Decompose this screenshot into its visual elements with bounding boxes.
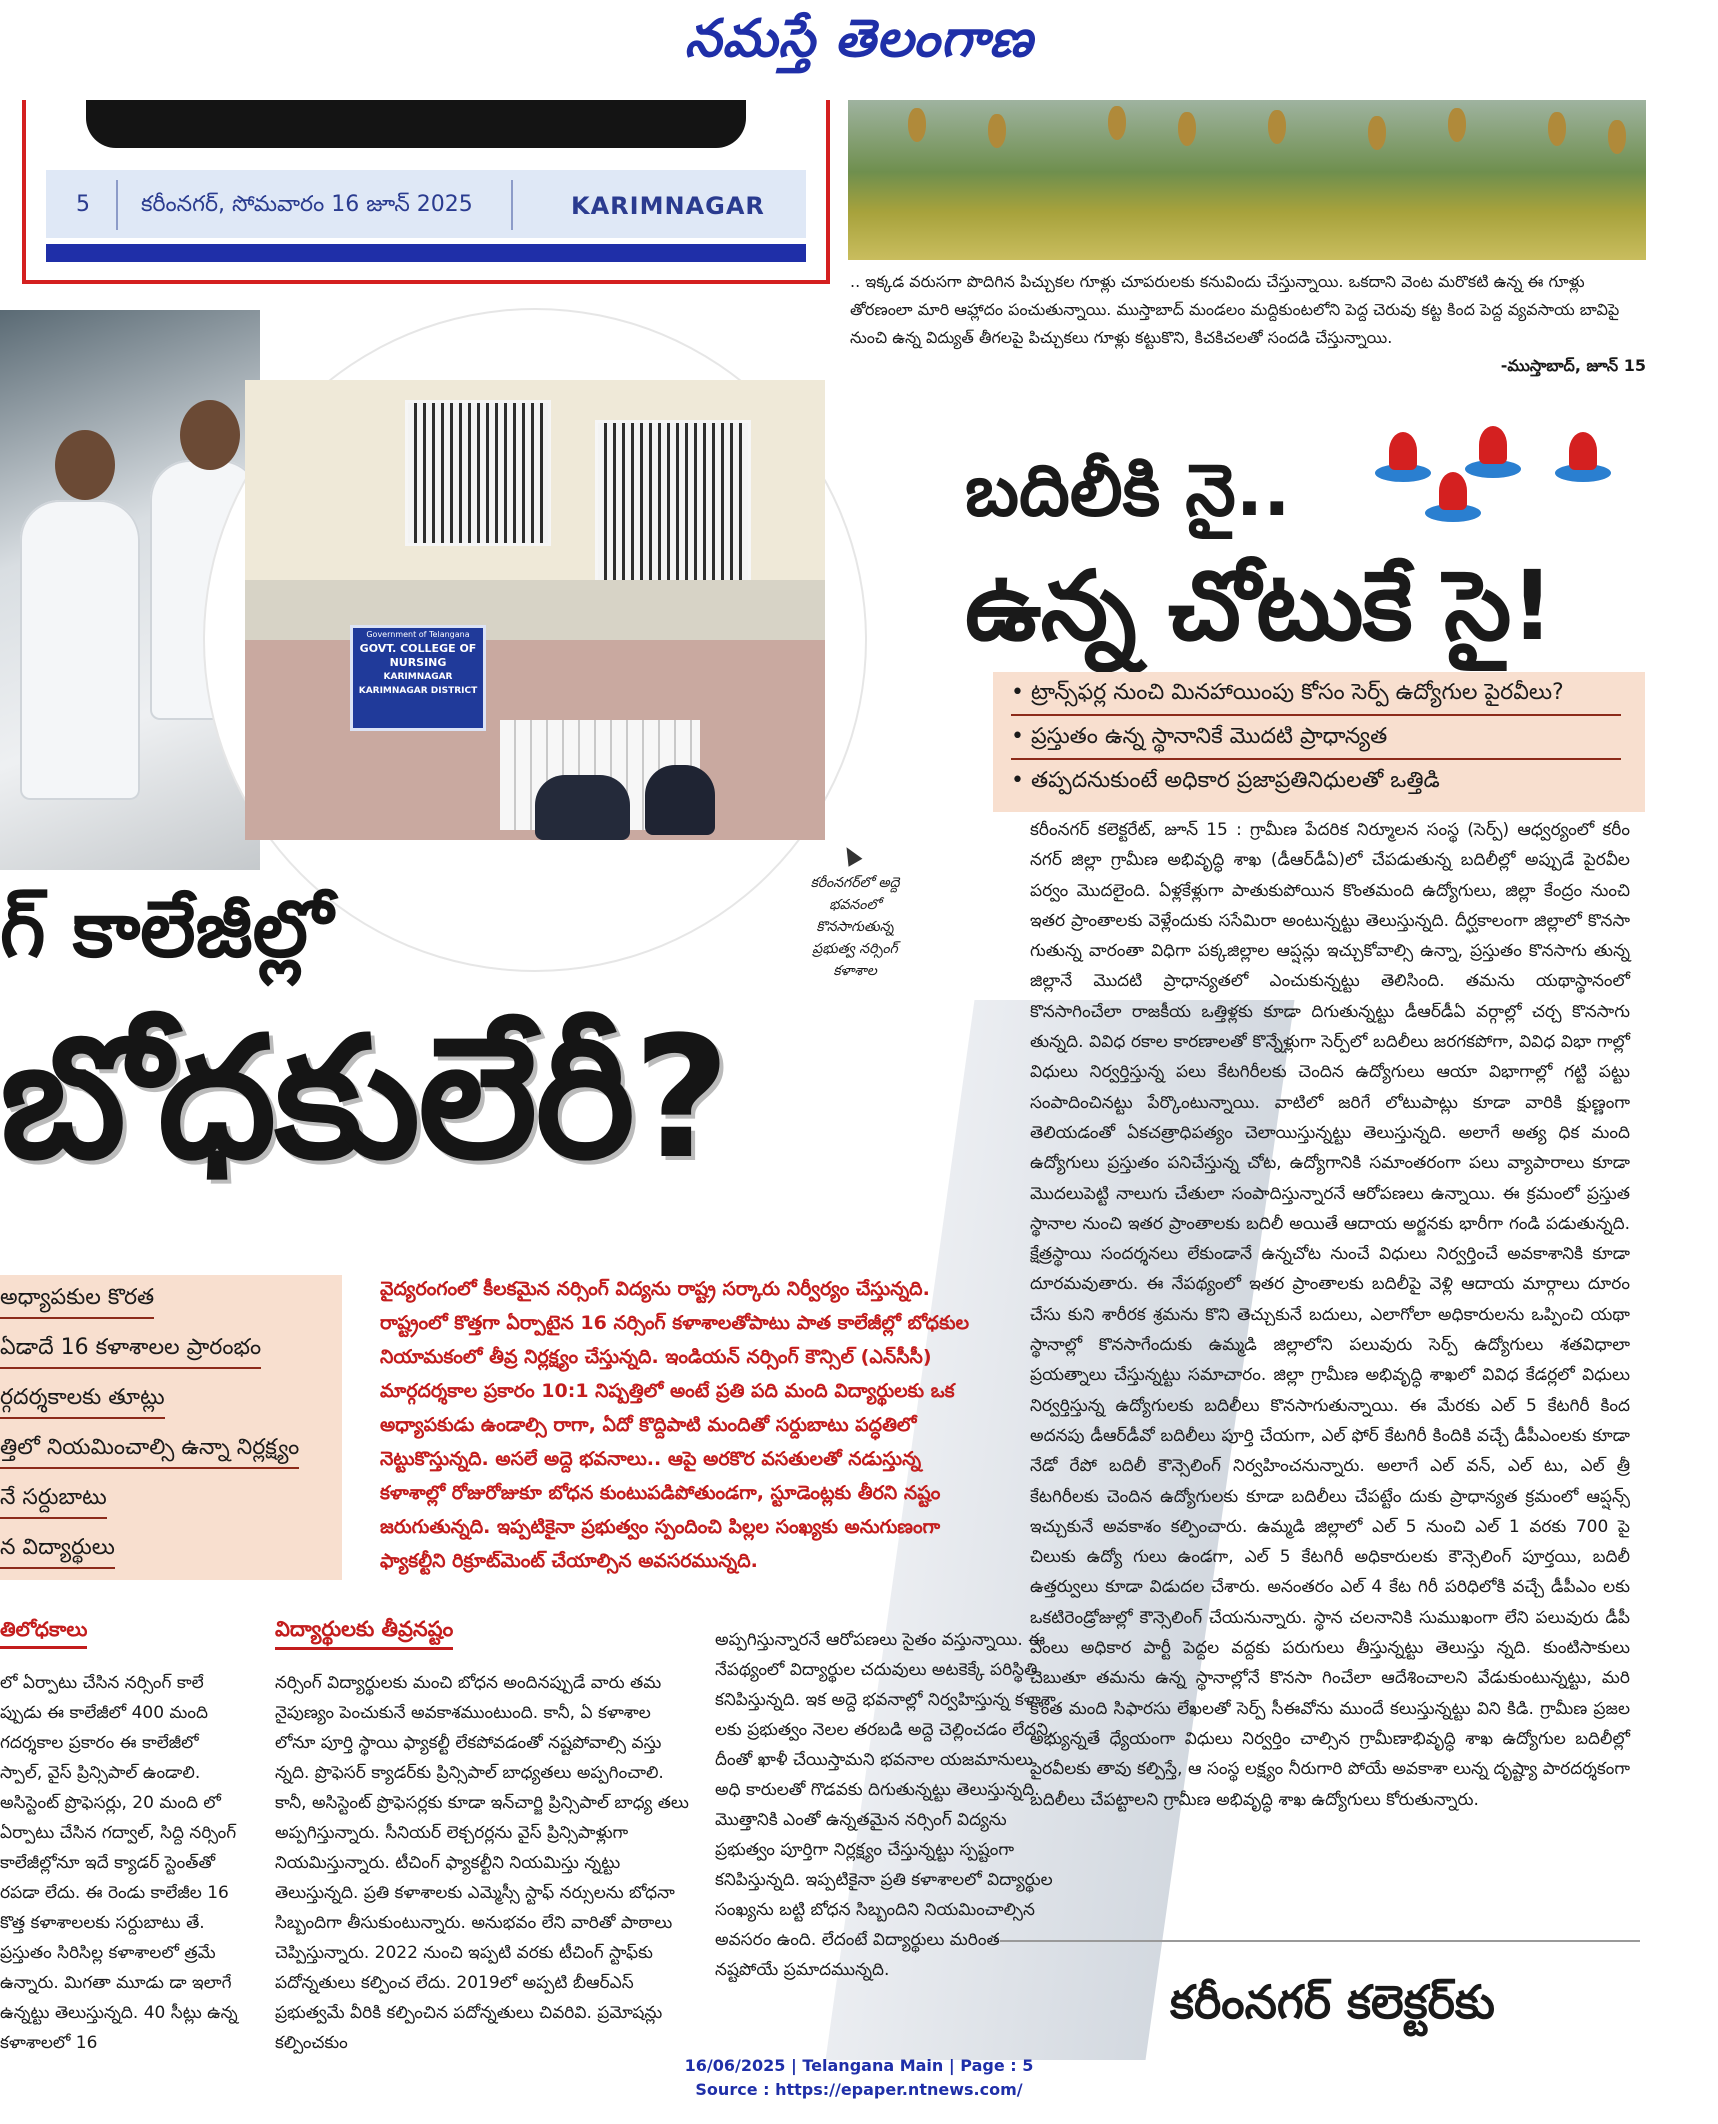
section-banner-graphic	[86, 100, 746, 148]
sign-line: KARIMNAGAR DISTRICT	[358, 686, 478, 696]
key-point: • ట్రాన్స్‌ఫర్ల నుంచి మినహాయింపు కోసం సెర్ప్ ఉద్యోగుల పైరవీలు?	[1011, 680, 1564, 705]
key-point-text: తప్పదనుకుంటే అధికార ప్రజాప్రతినిధులతో ఒత్తిడి	[1030, 768, 1440, 793]
key-point: • తప్పదనుకుంటే అధికార ప్రజాప్రతినిధులతో ఒత్తిడి	[1011, 768, 1440, 793]
masthead	[0, 0, 1718, 95]
sign-line: GOVT. COLLEGE OF	[359, 642, 477, 655]
headline-line2: ఉన్న చోటుకే సై!	[965, 550, 1554, 662]
subheading: తిలోధకాలు	[0, 1617, 87, 1649]
nest-shape	[1548, 112, 1566, 146]
sign-line: KARIMNAGAR	[383, 672, 453, 682]
nest-shape	[988, 114, 1006, 148]
highlight-item: న విద్యార్థులు	[0, 1535, 115, 1569]
divider	[1000, 1940, 1640, 1942]
scooter	[645, 765, 715, 835]
key-point-text: ప్రస్తుతం ఉన్న స్థానానికే మొదటి ప్రాధాన్యత	[1030, 724, 1388, 749]
nest-shape	[1448, 108, 1466, 142]
subheading: విద్యార్థులకు తీవ్రనష్టం	[275, 1617, 453, 1650]
photo-caption: కరీంనగర్‌లో అద్దె భవనంలో కొనసాగుతున్న ప్రభుత్వ నర్సింగ్ కళాశాల	[810, 875, 900, 979]
page-number: 5	[76, 192, 90, 217]
edition-name: KARIMNAGAR	[571, 192, 765, 220]
headline-line1: బదిలీకి నై..	[965, 448, 1291, 532]
student-figure	[20, 500, 140, 800]
key-points-box	[993, 672, 1645, 812]
nest-shape	[1368, 116, 1386, 150]
person-icon	[1569, 432, 1597, 470]
highlight-item: నే సర్దుబాటు	[0, 1485, 107, 1519]
key-point: • ప్రస్తుతం ఉన్న స్థానానికే మొదటి ప్రాధాన్యత	[1011, 724, 1388, 749]
body-column: లో ఏర్పాటు చేసిన నర్సింగ్ కాలే ప్పుడు ఈ కాలేజీలో 400 మంది గదర్శకాల ప్రకారం ఈ కాలేజీలో స్పాల్, వైస్ ప్రిన్సిపాల్ ఉండాలి. అసిస్టెంట్ ప్రొఫెసర్లు, 20 మంది లో ఏర్పాటు చేసిన గద్వాల్, సిద్ది నర్సింగ్ కాలేజీల్లోనూ ఇదే క్యాడర్ స్టెంత్‌తో రపడా లేదు. ఈ రెండు కాలేజీల 16 కొత్త కళాశాలలకు సర్దుబాటు తే. ప్రస్తుతం సిరిసిల్ల కళాశాలలో త్రమే ఉన్నారు. మిగతా మూడు డా ఇలాగే ఉన్నట్టు తెలుస్తున్నది. 40 సీట్లు ఉన్న కళాశాలలో 16	[0, 1673, 238, 2053]
building-facade	[245, 380, 825, 840]
sign-line: Government of Telangana	[366, 630, 470, 639]
college-building-photo	[205, 310, 865, 970]
story-body: కరీంనగర్ కలెక్టరేట్, జూన్ 15 : గ్రామీణ పేదరిక నిర్మూలన సంస్థ (సెర్ప్) ఆధ్వర్యంలో కరీం నగర్ జిల్లా గ్రామీణ అభివృద్ధి శాఖ (డీఆర్‌డీఏ)లో చేపడుతున్న బదిలీల్లో అప్పుడే పైరవీల పర్వం మొదలైంది. ఏళ్లకేళ్లుగా పాతుకుపోయిన కొంతమంది ఉద్యోగులు, జిల్లా కేంద్రం నుంచి ఇతర ప్రాంతాలకు వెళ్లేందుకు ససేమిరా అంటున్నట్టు తెలుస్తున్నది. దీర్ఘకాలంగా జిల్లాలో కొనసా గుతున్న వారంతా విధిగా పక్కజిల్లాల ఆప్షన్లు ఇచ్చుకోవాల్సి ఉన్నా, ప్రస్తుతం కొనసాగు తున్న జిల్లానే మొదటి ప్రాధాన్యతలో ఎంచుకున్నట్టు తెలిసింది. తమను యథాస్థానంలో కొనసాగించేలా రాజకీయ ఒత్తిళ్లకు కూడా దిగుతున్నట్టు డీఆర్‌డీఏ వర్గాల్లో చర్చ కొనసాగు తున్నది. వివిధ రకాల కారణాలతో కొన్నేళ్లుగా సెర్ప్‌లో బదిలీలు జరగకపోగా, వివిధ విభా గాల్లో విధులు నిర్వర్తిస్తున్న పలు కేటగిరీలకు చెందిన ఉద్యోగులు ఆయా విభాగాల్లో గట్టి పట్టు సంపాదించినట్టు పేర్కొంటున్నాయి. వాటిలో జరిగే లోటుపాట్లు కూడా వారికి క్షుణ్ణంగా తెలియడంతో ఏకచత్రాధిపత్యం చెలాయిస్తున్నట్టు తెలుస్తున్నది. అలాగే అత్య ధిక మంది ఉద్యోగులు ప్రస్తుతం పనిచేస్తున్న చోట, ఉద్యోగానికి సమాంతరంగా పలు వ్యాపారాలు కూడా మొదలుపెట్టి నాలుగు చేతులా సంపాదిస్తున్నారనే ఆరోపణలు ఉన్నాయి. ఈ క్రమంలో ప్రస్తుత స్థానాల నుంచి ఇతర ప్రాంతాలకు బదిలీ అయితే ఆదాయ అర్జనకు భారీగా గండి పడుతున్నది. క్షేత్రస్థాయి సందర్శనలు లేకుండానే ఉన్నచోట నుంచే విధులు నిర్వర్తించే అవకాశానికి కూడా దూరమవుతారు. ఈ నేపథ్యంలో ఇతర ప్రాంతాలకు బదిలీపై వెళ్లి ఆదాయ మార్గాలు దూరం చేసు కుని శారీరక శ్రమను కొని తెచ్చుకునే బదులు, ఎలాగోలా అధికారులను ఒప్పించి యథా స్థానాల్లో కొనసాగేందుకు ఉమ్మడి జిల్లాలోని పలువురు సెర్ప్ ఉద్యోగులు శతవిధాలా ప్రయత్నాలు చేస్తున్నట్టు సమాచారం. జిల్లా గ్రామీణ అభివృద్ధి శాఖలో వివిధ కేడర్లలో విధులు నిర్వర్తిస్తున్న ఉద్యోగులకు బదిలీలు కొనసాగుతున్నాయి. ఈ మేరకు ఎల్ 5 కేటగిరీ కింద అదనపు డీఆర్‌డీవో బదిలీలు పూర్తి చేయగా, ఎల్ ఫోర్ కేటగిరీ కిందికి వచ్చే డీపీఎంలకు కూడా నేడో రేపో బదిలీ కౌన్సెలింగ్ నిర్వహించనున్నారు. అలాగే ఎల్ వన్, ఎల్ టు, ఎల్ త్రీ కేటగిరీలకు చెందిన ఉద్యోగులకు కూడా బదిలీలు చేపట్టేం దుకు ప్రాధాన్యత క్రమంలో ఆప్షన్స్ ఇచ్చుకునే అవకాశం కల్పించారు. ఉమ్మడి జిల్లాలో ఎల్ 5 నుంచి ఎల్ 1 వరకు 700 పై చిలుకు ఉద్యో గులు ఉండగా, ఎల్ 5 కేటగిరీ అధికారులకు కౌన్సెలింగ్ పూర్తయి, బదిలీ ఉత్తర్వులు కూడా విడుదల చేశారు. అనంతరం ఎల్ 4 కేట గిరీ పరిధిలోకి వచ్చే డీపీఎం లకు ఒకటిరెండ్రోజుల్లో కౌన్సెలింగ్ చేయనున్నారు. స్థాన చలనానికి సుముఖంగా లేని పలువురు డీపీ ఎంలు అధికార పార్టీ పెద్దల వద్దకు పరుగులు తీస్తున్నట్టు తెలుస్తు న్నది. కుంటిసాకులు చెబుతూ తమను ఉన్న స్థానాల్లోనే కొనసా గించేలా ఆదేశించాలని వేడుకుంటున్నట్టు, మరి కొంత మంది సిఫారసు లేఖలతో సెర్ప్ సీఈవోను ముందే కలుస్తున్నట్టు విని కిడి. గ్రామీణ ప్రజల అభ్యున్నతే ధ్యేయంగా విధులు నిర్వర్తిం చాల్సిన గ్రామీణాభివృద్ధి శాఖ ఉద్యోగుల బదిలీల్లో పైరవీలకు తావు కల్పిస్తే, ఆ సంస్థ లక్ష్యం నీరుగారి పోయే అవకాశా లున్న దృష్ట్యా పారదర్శకంగా బదిలీలు చేపట్టాలని గ్రామీణ అభివృద్ధి శాఖ ఉద్యోగులు కోరుతున్నారు.	[1030, 820, 1630, 1810]
student-head	[180, 400, 240, 470]
nest-shape	[908, 108, 926, 142]
highlights-box	[0, 1275, 342, 1580]
story-intro: వైద్యరంగంలో కీలకమైన నర్సింగ్ విద్యను రాష్ట్ర సర్కారు నిర్వీర్యం చేస్తున్నది. రాష్ట్రంలో కొత్తగా ఏర్పాటైన 16 నర్సింగ్ కళాశాలతోపాటు పాత కాలేజీల్లో బోధకుల నియామకంలో తీవ్ర నిర్లక్ష్యం చేస్తున్నది. ఇండియన్ నర్సింగ్ కౌన్సిల్ (ఎన్‌సీసీ) మార్గదర్శకాల ప్రకారం 10:1 నిష్పత్తిలో అంటే ప్రతి పది మంది విద్యార్థులకు ఒక అధ్యాపకుడు ఉండాల్సి రాగా, ఏదో కొద్దిపాటి మందితో సర్దుబాటు పద్ధతిలో నెట్టుకొస్తున్నది. అసలే అద్దె భవనాలు.. ఆపై అరకొర వసతులతో నడుస్తున్న కళాశాల్లో రోజురోజుకూ బోధన కుంటుపడిపోతుండగా, స్టూడెంట్లకు తీరని నష్టం జరుగుతున్నది. ఇప్పటికైనా ప్రభుత్వం స్పందించి పిల్లల సంఖ్యకు అనుగుణంగా ఫ్యాకల్టీని రిక్రూట్‌మెంట్ చేయాల్సిన అవసరమున్నది.	[380, 1278, 970, 1572]
body-column: నర్సింగ్ విద్యార్థులకు మంచి బోధన అందినప్పుడే వారు తమ నైపుణ్యం పెంచుకునే అవకాశముంటుంది. కానీ, ఏ కళాశాల లోనూ పూర్తి స్థాయి ఫ్యాకల్టీ లేకపోవడంతో నష్టపోవాల్సి వస్తు న్నది. ప్రొఫెసర్ క్యాడర్‌కు ప్రిన్సిపాల్ బాధ్యతలు అప్పగించాలి. కానీ, అసిస్టెంట్ ప్రొఫెసర్లకు కూడా ఇన్‌చార్జి ప్రిన్సిపాల్ బాధ్య తలు అప్పగిస్తున్నారు. సీనియర్ లెక్చరర్లను వైస్ ప్రిన్సిపాళ్లుగా నియమిస్తున్నారు. టీచింగ్ ఫ్యాకల్టీని నియమిస్తు న్నట్టు తెలుస్తున్నది. ప్రతి కళాశాలకు ఎమ్మెస్సీ స్టాఫ్ నర్సులను బోధనా సిబ్బందిగా తీసుకుంటున్నారు. అనుభవం లేని వారితో పాఠాలు చెప్పిస్తున్నారు. 2022 నుంచి ఇప్పటి వరకు టీచింగ్ స్టాఫ్‌కు పదోన్నతులు కల్పించ లేదు. 2019లో అప్పటి బీఆర్‌ఎస్ ప్రభుత్వమే వీరికి కల్పించిన పదోన్నతులు చివరివి. ప్రమోషన్లు కల్పించకుం	[275, 1673, 689, 2053]
highlight-item: ర్గదర్శకాలకు తూట్లు	[0, 1385, 165, 1419]
dateline-credit: -ముస్తాబాద్, జూన్ 15	[1500, 356, 1646, 375]
highlight-item: ఏడాదే 16 కళాశాలల ప్రారంభం	[0, 1335, 261, 1369]
nest-shape	[1178, 112, 1196, 146]
window-grille	[595, 420, 751, 586]
nest-shape	[1268, 110, 1286, 144]
footer-source-link[interactable]: Source : https://epaper.ntnews.com/	[695, 2080, 1023, 2099]
student-head	[55, 430, 115, 500]
folio-date: కరీంనగర్, సోమవారం 16 జూన్ 2025	[141, 192, 473, 217]
highlight-item: త్తిలో నియమించాల్సి ఉన్నా నిర్లక్ష్యం	[0, 1435, 299, 1469]
divider	[1011, 714, 1621, 716]
body-column: అప్పగిస్తున్నారనే ఆరోపణలు సైతం వస్తున్నాయి. ఈ నేపథ్యంలో విద్యార్థుల చదువులు అటకెక్కే పరిస్థితి కనిపిస్తున్నది. ఇక అద్దె భవనాల్లో నిర్వహిస్తున్న కళాశా లకు ప్రభుత్వం నెలల తరబడి అద్దె చెల్లించడం లేదని, దీంతో ఖాళీ చేయిస్తామని భవనాల యజమానులు అధి కారులతో గొడవకు దిగుతున్నట్టు తెలుస్తున్నది. మొత్తానికి ఎంతో ఉన్నతమైన నర్సింగ్ విద్యను ప్రభుత్వం పూర్తిగా నిర్లక్ష్యం చేస్తున్నట్టు స్పష్టంగా కనిపిస్తున్నది. ఇప్పటికైనా ప్రతి కళాశాలలో విద్యార్థుల సంఖ్యను బట్టి బోధన సిబ్బందిని నియమించాల్సిన అవసరం ఉంది. లేదంటే విద్యార్థులు మరింత నష్టపోయే ప్రమాదమున్నది.	[715, 1630, 1056, 1980]
folio-rule	[46, 244, 806, 262]
folio-divider	[116, 180, 118, 230]
college-signboard	[350, 625, 486, 731]
key-point-text: ట్రాన్స్‌ఫర్ల నుంచి మినహాయింపు కోసం సెర్ప్ ఉద్యోగుల పైరవీలు?	[1030, 680, 1564, 705]
nest-shape	[1108, 106, 1126, 140]
sign-line: NURSING	[389, 656, 447, 669]
headline-line2: బోధకులేరీ?	[0, 1000, 729, 1196]
footer-edition-info: 16/06/2025 | Telangana Main | Page : 5	[684, 2056, 1034, 2075]
sparrow-nests-photo	[848, 100, 1646, 260]
folio-box	[22, 100, 830, 284]
scooter	[535, 775, 630, 840]
balcony	[245, 580, 825, 640]
divider	[1011, 758, 1621, 760]
next-story-headline: కరీంనగర్ కలెక్టర్‌కు	[1170, 1975, 1495, 2029]
cursor-icon	[840, 843, 863, 867]
photo-caption: .. ఇక్కడ వరుసగా పొదిగిన పిచ్చుకల గూళ్లు చూపరులకు కనువిందు చేస్తున్నాయి. ఒకదాని వెంట మరొకటి ఉన్న ఈ గూళ్లు తోరణంలా మారి ఆహ్లాదం పంచుతున్నాయి. ముస్తాబాద్ మండలం మద్దికుంటలోని పెద్ద చెరువు కట్ట కింద పెద్ద వ్యవసాయ బావిపై నుంచి ఉన్న విద్యుత్ తీగలపై పిచ్చుకలు గూళ్లు కట్టుకొని, కిచకిచలతో సందడి చేస్తున్నాయి.	[850, 272, 1620, 347]
headline-line1: గ్ కాలేజీల్లో	[0, 885, 333, 975]
window-grille	[405, 400, 551, 546]
nest-shape	[1608, 120, 1626, 154]
folio-divider	[511, 180, 513, 230]
newspaper-title: నమస్తే తెలంగాణ	[684, 8, 1034, 69]
highlight-item: అధ్యాపకుల కొరత	[0, 1285, 154, 1319]
